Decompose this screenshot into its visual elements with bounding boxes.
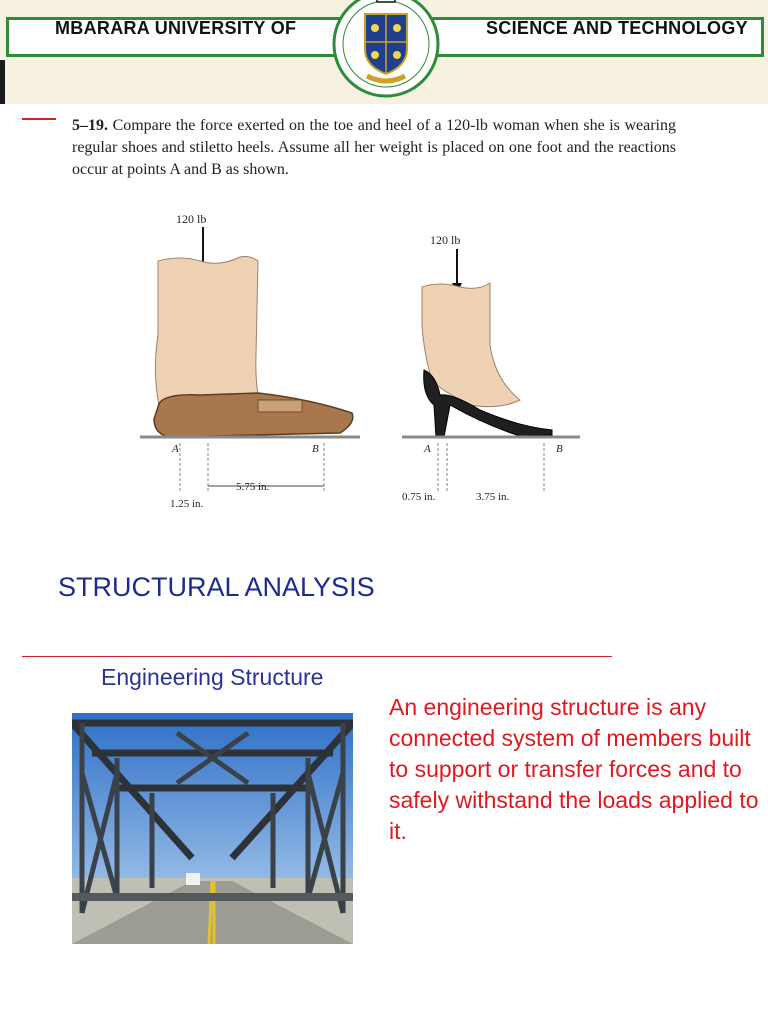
svg-text:B: B — [556, 443, 563, 455]
right-load-label: 120 lb — [430, 233, 461, 247]
left-load-label: 120 lb — [176, 212, 207, 226]
shoe-force-figure — [140, 205, 580, 525]
header-band — [0, 0, 768, 104]
right-dim-1: 0.75 in. — [402, 491, 436, 503]
red-dash-accent — [22, 118, 56, 120]
problem-number: 5–19. — [72, 117, 108, 134]
subsection-title: Engineering Structure — [101, 664, 324, 690]
definition-text: An engineering structure is any connected system of members built to support or transfer forces and to safely withstand the loads applied to it. — [389, 694, 759, 844]
truss-bridge-photo — [72, 713, 353, 944]
title-underline — [22, 656, 612, 657]
svg-text:A: A — [424, 443, 431, 455]
problem-statement — [72, 115, 676, 181]
shoe-buckle — [258, 400, 302, 412]
university-seal-logo — [327, 0, 445, 104]
regular-shoe — [154, 393, 353, 437]
left-dim-1: 5.75 in. — [236, 481, 270, 493]
university-name-left: MBARARA UNIVERSITY OF — [55, 18, 297, 38]
problem-text: Compare the force exerted on the toe and heel of a 120-lb woman when she is wearing regular shoes and stiletto heels. Assume all her weight is placed on one foot and the reactions occur at points A and B as shown. — [72, 117, 677, 178]
svg-text:A: A — [172, 443, 179, 455]
left-dim-2: 1.25 in. — [170, 498, 204, 510]
svg-text:B: B — [312, 443, 319, 455]
left-leg — [155, 257, 260, 411]
right-dim-2: 3.75 in. — [476, 491, 510, 503]
university-name-right: SCIENCE AND TECHNOLOGY — [486, 18, 748, 38]
header-left-strip — [0, 60, 5, 104]
section-title: STRUCTURAL ANALYSIS — [58, 572, 375, 602]
